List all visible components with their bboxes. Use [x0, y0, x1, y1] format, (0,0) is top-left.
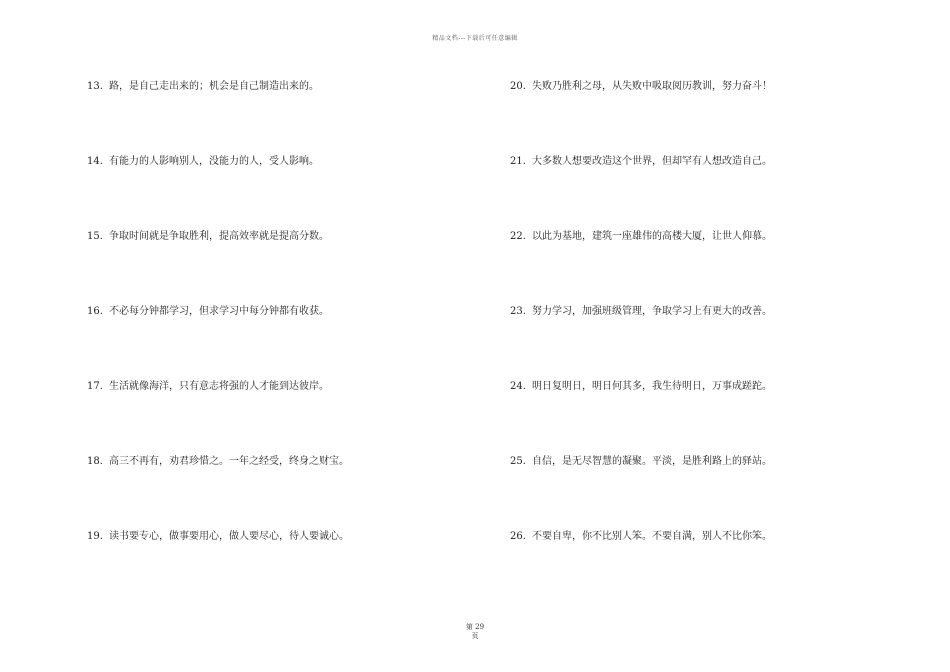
item-text: 有能力的人影响别人，没能力的人，受人影响。	[109, 156, 319, 167]
item-number: 17.	[87, 381, 103, 392]
page-header: 精品文档---下载后可任意编辑	[432, 35, 518, 42]
item-text: 不要自卑，你不比别人笨。不要自满，别人不比你笨。	[532, 531, 772, 542]
list-item	[87, 380, 329, 394]
page-number-line: 第 29	[465, 623, 485, 631]
item-number: 20.	[510, 81, 526, 92]
item-number: 23.	[510, 306, 526, 317]
item-number: 22.	[510, 231, 526, 242]
item-number: 24.	[510, 381, 526, 392]
list-item	[510, 155, 772, 169]
item-number: 14.	[87, 156, 103, 167]
list-item	[87, 305, 329, 319]
item-text: 路，是自己走出来的；机会是自己制造出来的。	[109, 81, 319, 92]
item-text: 高三不再有，劝君珍惜之。一年之经受，终身之财宝。	[109, 456, 349, 467]
page-number-suffix: 页	[471, 632, 479, 640]
item-text: 努力学习，加强班级管理，争取学习上有更大的改善。	[532, 306, 772, 317]
item-text: 读书要专心，做事要用心，做人要尽心，待人要诚心。	[109, 531, 349, 542]
item-number: 19.	[87, 531, 103, 542]
item-text: 大多数人想要改造这个世界，但却罕有人想改造自己。	[532, 156, 772, 167]
list-item	[87, 455, 349, 469]
list-item	[510, 305, 772, 319]
item-text: 明日复明日，明日何其多，我生待明日，万事成蹉跎。	[532, 381, 772, 392]
list-item	[510, 380, 772, 394]
item-number: 25.	[510, 456, 526, 467]
list-item	[510, 230, 772, 244]
item-text: 不必每分钟都学习，但求学习中每分钟都有收获。	[109, 306, 329, 317]
list-item	[87, 530, 349, 544]
item-text: 争取时间就是争取胜利，提高效率就是提高分数。	[109, 231, 329, 242]
list-item	[510, 80, 772, 94]
item-text: 生活就像海洋，只有意志将强的人才能到达彼岸。	[109, 381, 329, 392]
page-number	[0, 623, 950, 641]
item-text: 自信，是无尽智慧的凝聚。平淡，是胜利路上的驿站。	[532, 456, 772, 467]
list-item	[87, 80, 319, 94]
item-number: 16.	[87, 306, 103, 317]
item-number: 13.	[87, 81, 103, 92]
item-number: 15.	[87, 231, 103, 242]
list-item	[87, 155, 319, 169]
item-text: 失败乃胜利之母，从失败中吸取阅历教训，努力奋斗！	[532, 81, 772, 92]
list-item	[510, 530, 772, 544]
item-text: 以此为基地，建筑一座雄伟的高楼大厦，让世人仰慕。	[532, 231, 772, 242]
list-item	[87, 230, 329, 244]
item-number: 21.	[510, 156, 526, 167]
list-item	[510, 455, 772, 469]
item-number: 18.	[87, 456, 103, 467]
item-number: 26.	[510, 531, 526, 542]
